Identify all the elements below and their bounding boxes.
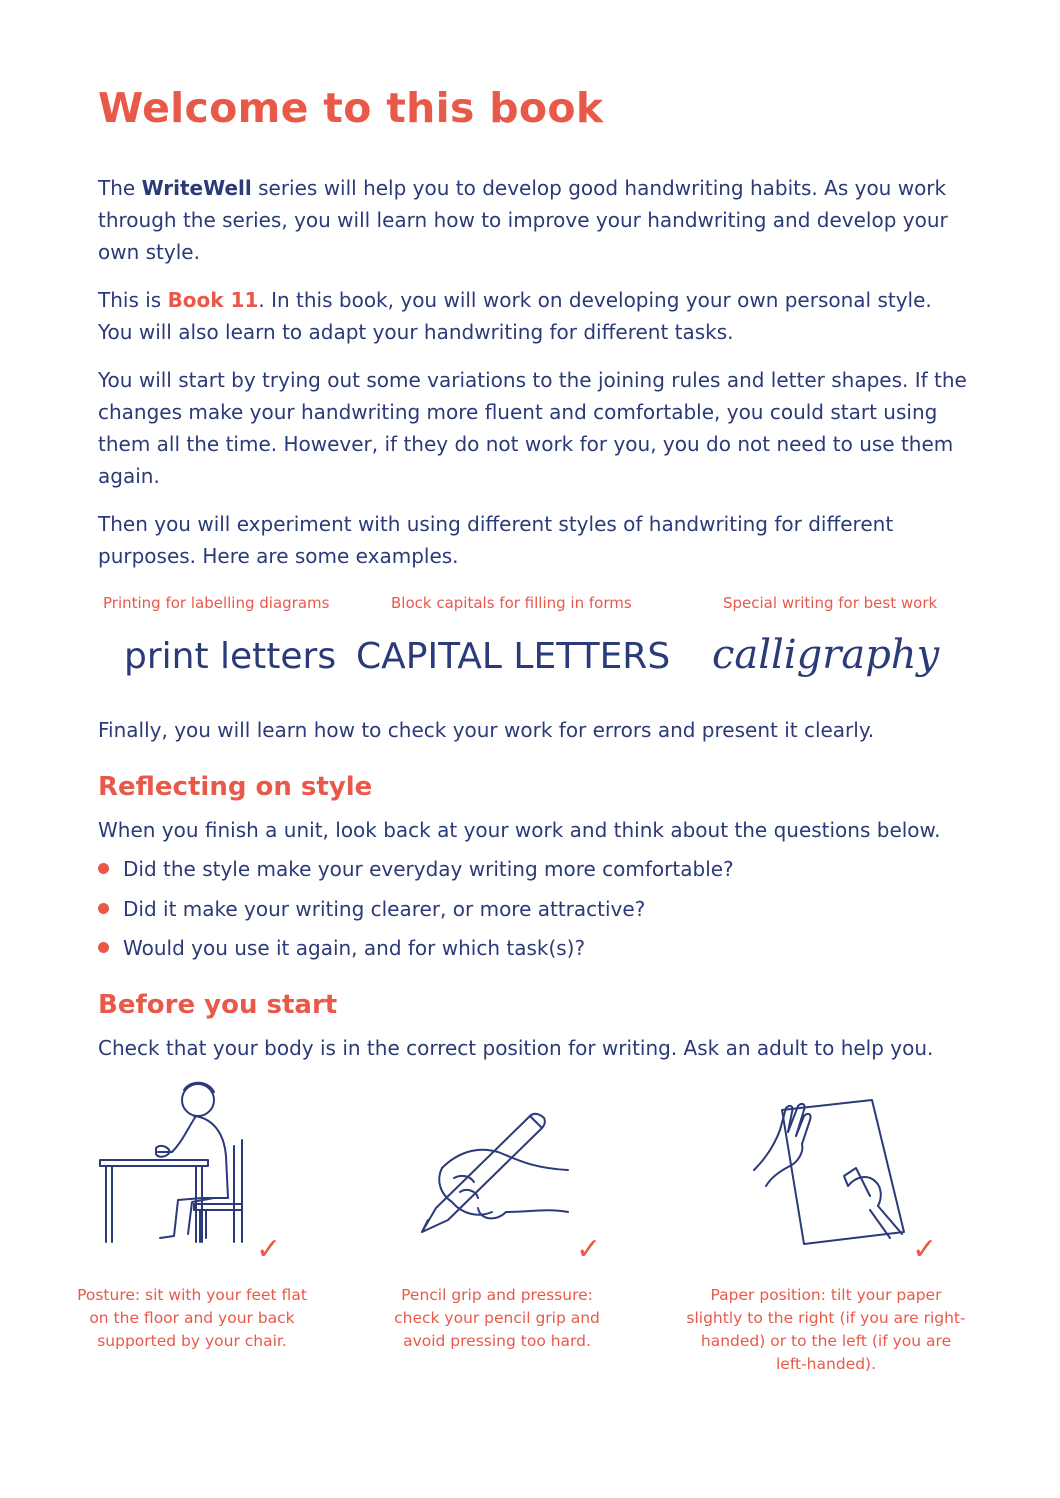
intro-paragraph-1 [98,172,968,268]
book-number: Book 11 [167,288,259,312]
intro-paragraph-3: You will start by trying out some variations to the joining rules and letter shapes. If the changes make your handwriting more fluent and comfortable, you could start using them all the time. However, if they do not work for you, you do not need to use them again. [98,368,967,488]
p1-prefix: The [98,176,142,200]
bullet-item [98,853,734,885]
bullet-text: Did it make your writing clearer, or more attractive? [123,897,646,921]
posture-caption: Posture: sit with your feet flat on the floor and your back supported by your chair. [77,1286,307,1350]
bullet-dot-icon [98,903,109,914]
bullet-item [98,893,645,925]
p2-rest: . In this book, you will work on developing your own personal style. You will also learn to adapt your handwriting for different tasks. [98,288,932,344]
tick-icon: ✓ [256,1232,282,1267]
bullet-text: Did the style make your everyday writing more comfortable? [123,857,734,881]
example-caption-capitals: Block capitals for filling in forms [391,594,632,612]
example-calligraphy: calligraphy [712,632,940,678]
pencil-grip-illustration-icon [418,1108,578,1236]
reflecting-heading: Reflecting on style [98,772,373,802]
bullet-dot-icon [98,942,109,953]
page-title: Welcome to this book [98,84,604,132]
before-intro: Check that your body is in the correct position for writing. Ask an adult to help you. [98,1036,934,1060]
tick-icon: ✓ [576,1232,602,1267]
finally-paragraph: Finally, you will learn how to check your work for errors and present it clearly. [98,718,875,742]
intro-paragraph-4: Then you will experiment with using different styles of handwriting for different purposes. Here are some examples. [98,512,894,568]
bullet-item [98,932,585,964]
before-heading: Before you start [98,990,338,1020]
bullet-dot-icon [98,863,109,874]
p2-prefix: This is [98,288,168,312]
paper-position-caption: Paper position: tilt your paper slightly to the right (if you are right-handed) or to the left (if you are left-handed). [686,1286,966,1373]
series-name: WriteWell [141,176,252,200]
example-caption-printing: Printing for labelling diagrams [103,594,330,612]
bullet-text: Would you use it again, and for which task(s)? [123,936,586,960]
pencil-grip-caption: Pencil grip and pressure: check your pencil grip and avoid pressing too hard. [394,1286,600,1350]
tick-icon: ✓ [912,1232,938,1267]
posture-illustration-icon [96,1076,266,1246]
reflecting-intro: When you finish a unit, look back at your work and think about the questions below. [98,818,941,842]
example-print-letters: print letters [124,636,337,677]
paper-position-illustration-icon [752,1096,922,1246]
example-capital-letters: CAPITAL LETTERS [356,636,671,677]
example-caption-special: Special writing for best work [723,594,938,612]
p1-rest: series will help you to develop good handwriting habits. As you work through the series, you will learn how to improve your handwriting and develop your own style. [98,176,948,264]
intro-paragraph-2 [98,284,968,348]
